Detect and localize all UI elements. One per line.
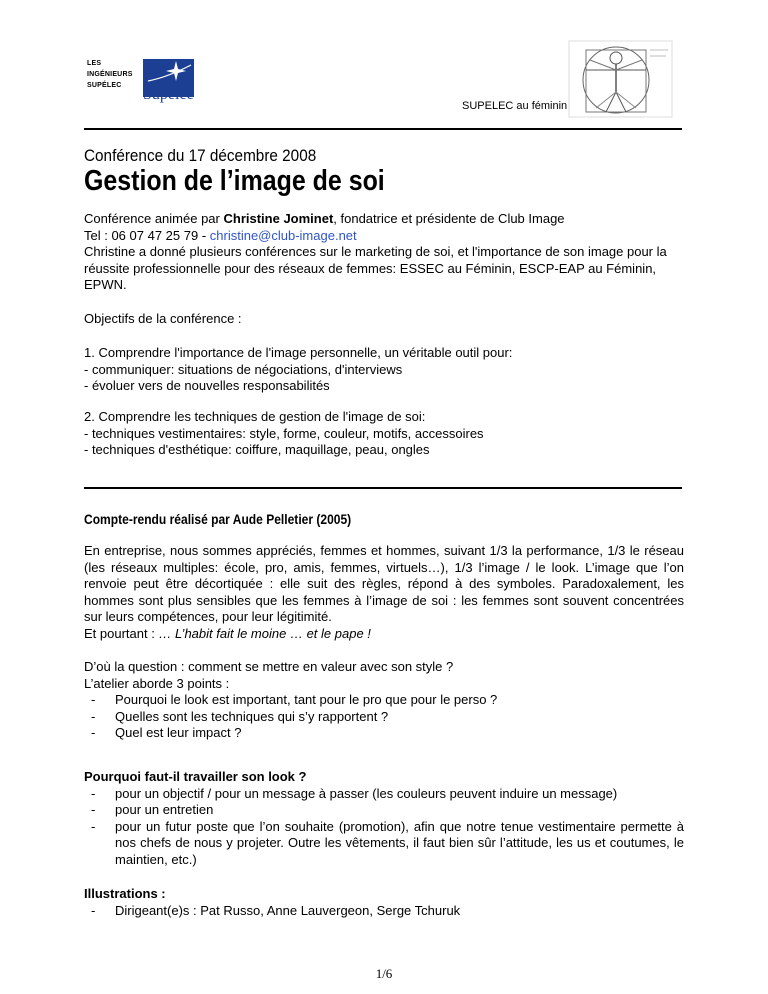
logo-line: SUPÉLEC (87, 82, 122, 89)
logo-line: INGÉNIEURS (87, 71, 133, 78)
conference-intro (84, 211, 684, 294)
speaker-line: Conférence animée par Christine Jominet, fondatrice et présidente de Club Image (84, 211, 565, 226)
list-item: - Dirigeant(e)s : Pat Russo, Anne Lauvergeon, Serge Tchuruk (84, 903, 684, 920)
illustrations-heading: Illustrations : (84, 886, 166, 901)
logo-word: Supélec (143, 86, 194, 103)
points-list (84, 692, 684, 742)
divider (84, 128, 682, 130)
objective-2: 2. Comprendre les techniques de gestion de l'image de soi: - techniques vestimentaires: style, forme, couleur, motifs, accessoires - techniques d'esthétique: coiffure, maquillage, peau, ongles (84, 409, 484, 457)
speaker-name: Christine Jominet (223, 211, 334, 226)
page-number: 1/6 (375, 966, 393, 981)
why-list (84, 786, 684, 869)
divider (84, 487, 682, 489)
quote-line: Et pourtant : … L’habit fait le moine … et le pape ! (84, 625, 371, 641)
report-intro: En entreprise, nous sommes appréciés, femmes et hommes, suivant 1/3 la performance, 1/3 le réseau (les réseaux multiples: école, pro, amis, femmes, virtuels…), 1/3 l’image / le look. L’image que l’on renvoie peut être décortiquée : elle suit des règles, répond à des symboles. Paradoxalement, les hommes sont plus sensibles que les femmes à l’image de soi : les femmes sont souvent concentrées sur leurs compétences, pour leur légitimité. Et pourtant : … L’habit fait le moine … et le pape ! (84, 543, 684, 641)
objectives-heading: Objectifs de la conférence : (84, 311, 242, 326)
why-section (84, 769, 684, 868)
report-title: Compte-rendu réalisé par Aude Pelletier (2005) (84, 511, 352, 527)
list-item: - pour un entretien (84, 802, 684, 819)
header-right-label: SUPELEC au féminin (462, 100, 568, 112)
illustrations-list (84, 903, 684, 920)
list-item: - Pourquoi le look est important, tant pour le pro que pour le perso ? (84, 692, 684, 709)
list-item: - Quelles sont les techniques qui s’y rapportent ? (84, 709, 684, 726)
question: D’où la question : comment se mettre en valeur avec son style ? (84, 659, 454, 674)
list-item: - Quel est leur impact ? (84, 725, 684, 742)
why-heading: Pourquoi faut-il travailler son look ? (84, 769, 307, 784)
contact-line: Tel : 06 07 47 25 79 - christine@club-image.net (84, 227, 357, 243)
description: Christine a donné plusieurs conférences sur le marketing de soi, et l'importance de son image pour la réussite professionnelle pour des réseaux de femmes: ESSEC au Féminin, ESCP-EAP au Féminin, EPWN. (84, 244, 667, 292)
points-intro: L’atelier aborde 3 points : (84, 675, 230, 691)
logo-text (87, 58, 133, 91)
logo-line: LES (87, 60, 102, 67)
points-section (84, 659, 684, 742)
illustrations-section (84, 886, 684, 919)
list-item: - pour un futur poste que l’on souhaite (promotion), afin que notre tenue vestimentaire permette à nos chefs de nous y projeter. Outre les vêtements, il faut bien sûr l’attitude, les us et coutumes, le maintien, etc.) (84, 819, 684, 869)
page-title: Gestion de l’image de soi (84, 165, 385, 197)
email-link[interactable]: christine@club-image.net (209, 227, 357, 243)
conference-date: Conférence du 17 décembre 2008 (84, 146, 317, 165)
quote: … L’habit fait le moine … et le pape ! (158, 625, 371, 641)
vitruvian-man-icon (568, 40, 673, 118)
objective-1: 1. Comprendre l'importance de l'image personnelle, un véritable outil pour: - communiquer: situations de négociations, d'interviews - évoluer vers de nouvelles responsabilités (84, 345, 513, 393)
list-item: - pour un objectif / pour un message à passer (les couleurs peuvent induire un message) (84, 786, 684, 803)
